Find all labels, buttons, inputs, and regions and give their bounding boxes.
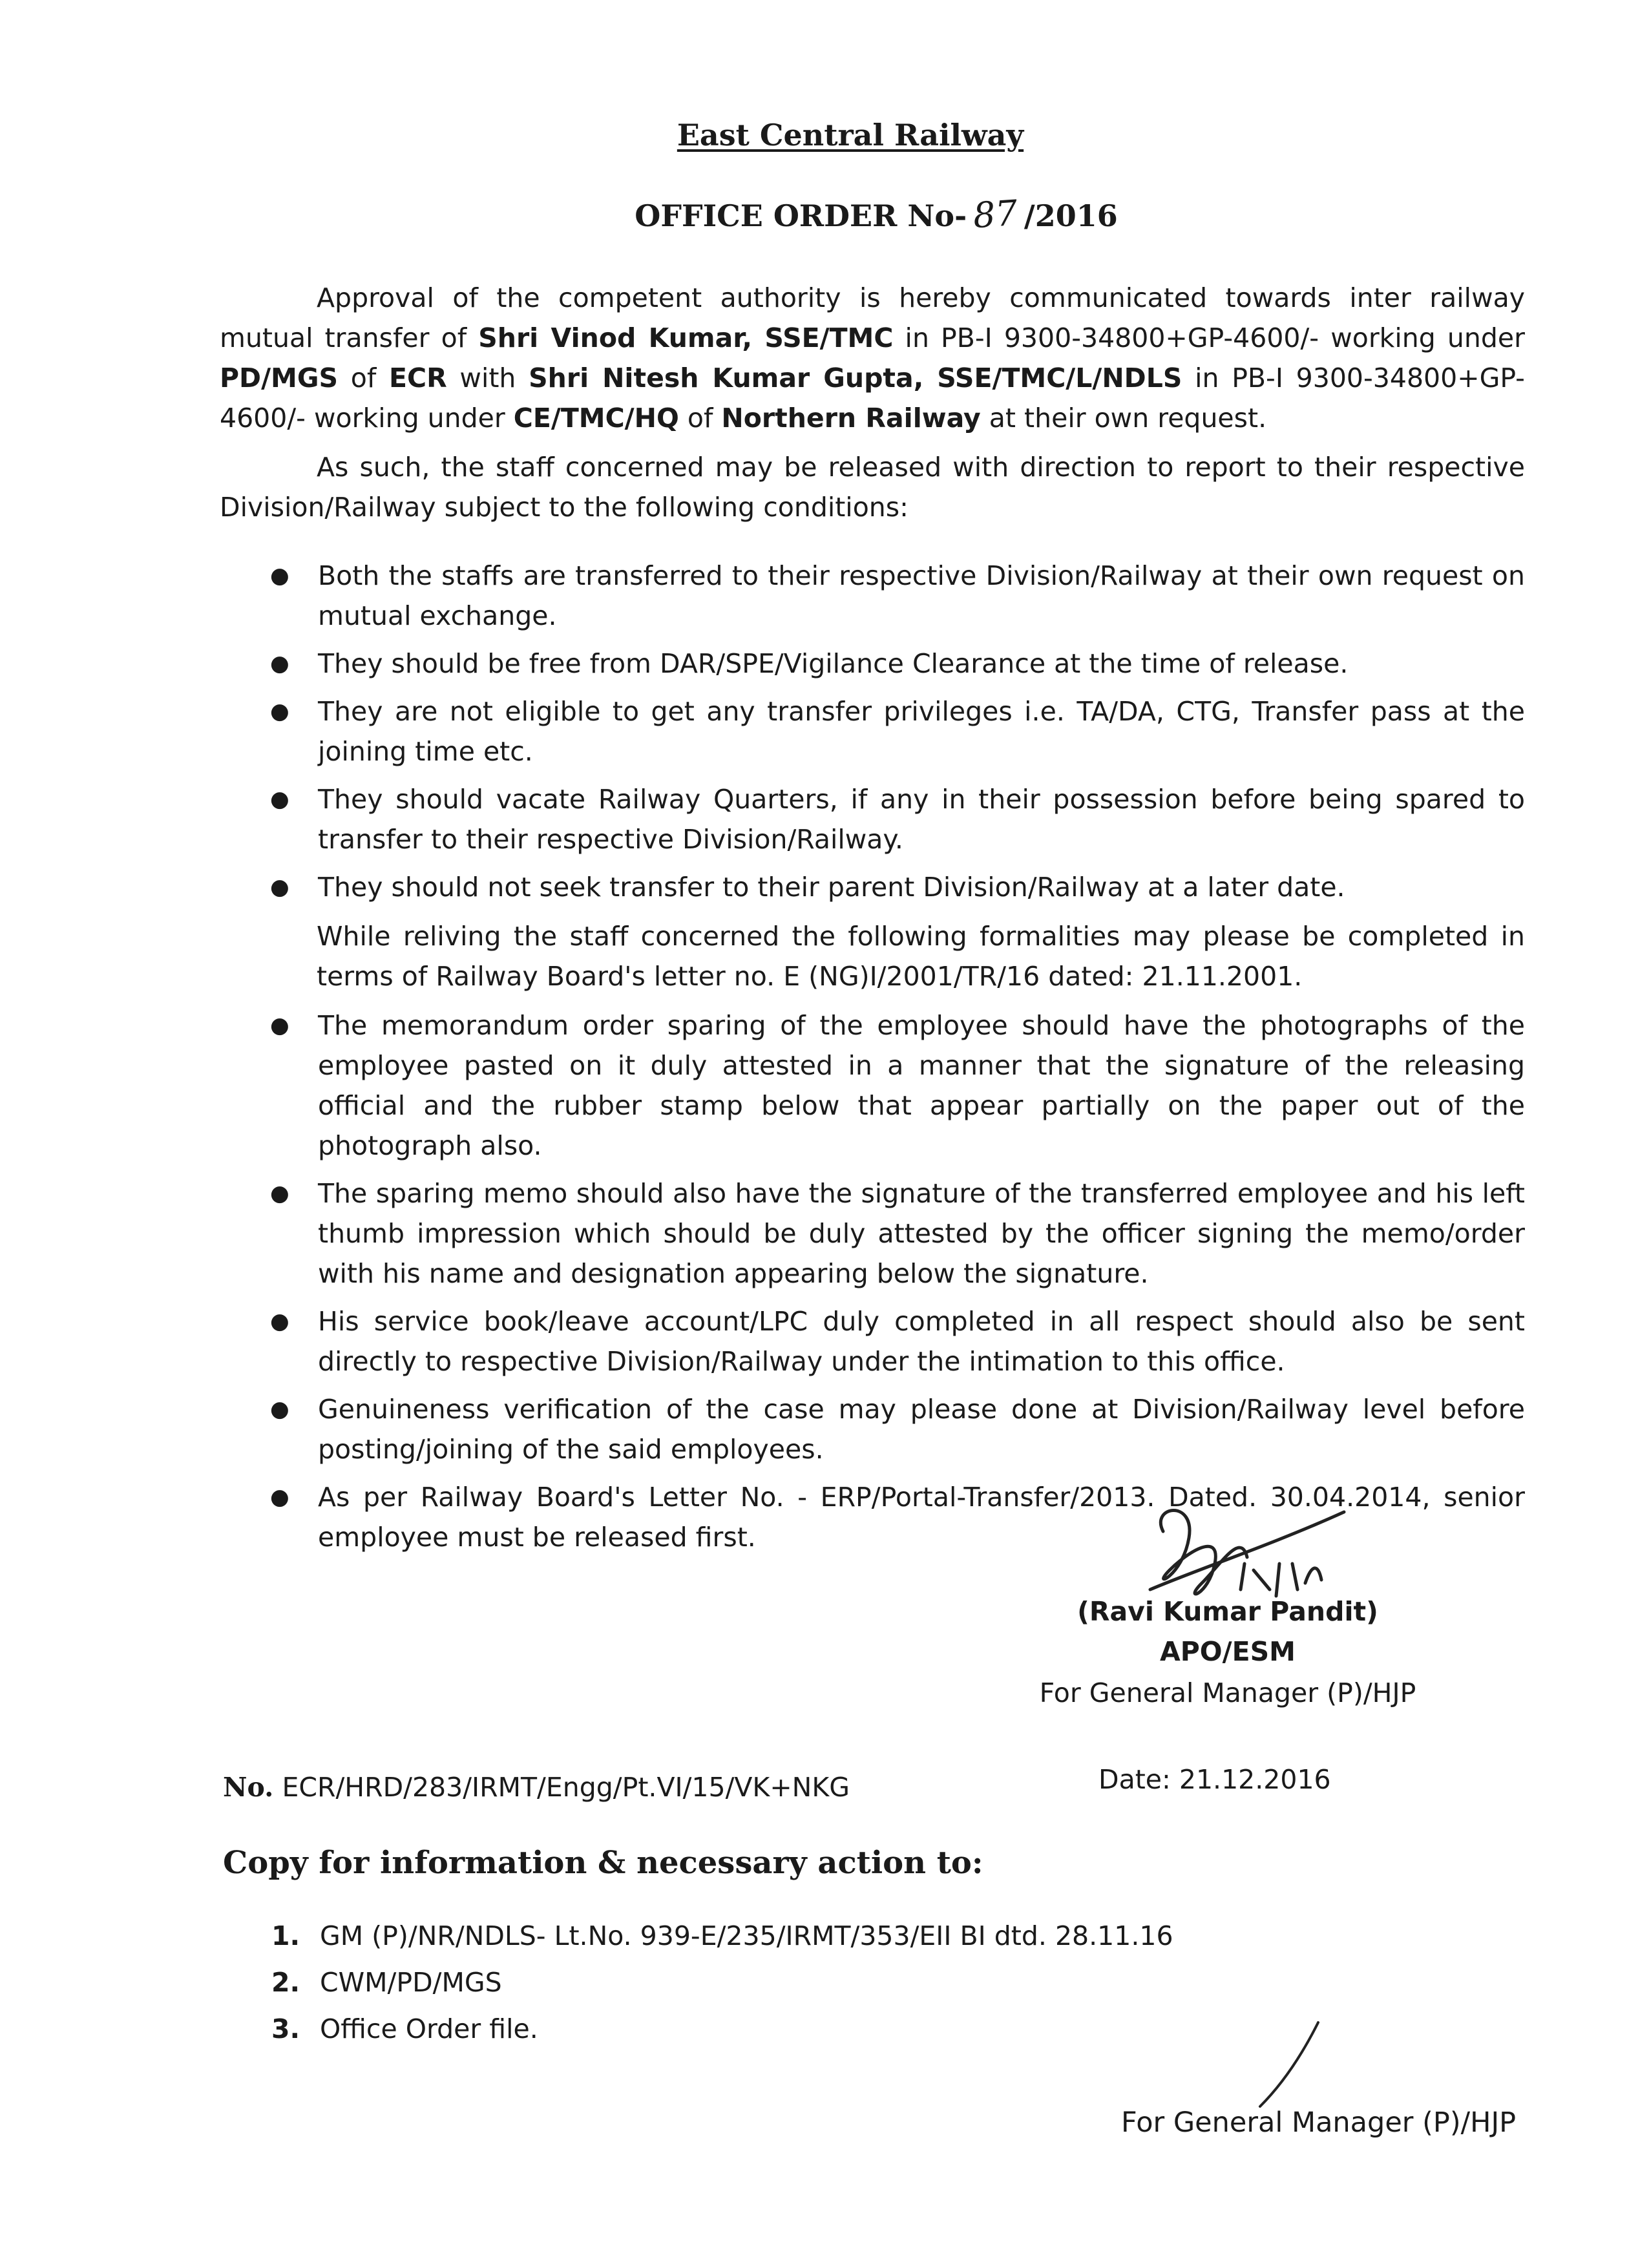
copy-heading: Copy for information & necessary action to:: [223, 1845, 983, 1881]
footer-signatory: For General Manager (P)/HJP: [1121, 2106, 1517, 2139]
initial-stroke: [1254, 2016, 1331, 2113]
order-number-handwritten: 87: [972, 192, 1020, 236]
signatory-name: (Ravi Kumar Pandit): [1077, 1596, 1378, 1627]
list-item: ● The sparing memo should also have the signature of the transferred employee and his left thumb impression which should be duly attested by the officer signing the memo/order with his name and designation appearing below the signature.: [270, 1178, 1525, 1289]
document-title: East Central Railway: [677, 118, 1024, 152]
copy-list: [271, 1913, 1173, 2052]
list-item: 2. CWM/PD/MGS: [271, 1967, 502, 1998]
list-item: ● They are not eligible to get any transfer privileges i.e. TA/DA, CTG, Transfer pass at the joining time etc.: [270, 696, 1525, 767]
list-item: ● They should vacate Railway Quarters, if any in their possession before being spared to transfer to their respective Division/Railway.: [270, 784, 1525, 855]
order-suffix: /2016: [1024, 198, 1118, 233]
formalities-list: [258, 1005, 1525, 1565]
reference-number: No. ECR/HRD/283/IRMT/Engg/Pt.VI/15/VK+NKG: [223, 1772, 850, 1803]
list-item: ● Genuineness verification of the case may please done at Division/Railway level before posting/joining of the said employees.: [270, 1394, 1525, 1465]
list-item: ● They should not seek transfer to their parent Division/Railway at a later date.: [270, 872, 1345, 903]
formalities-paragraph: While reliving the staff concerned the following formalities may please be completed in terms of Railway Board's letter no. E (NG)I/2001/TR/16 dated: 21.11.2001.: [317, 921, 1525, 992]
signatory-designation: APO/ESM: [1160, 1636, 1296, 1667]
order-prefix: OFFICE ORDER No-: [635, 198, 967, 233]
list-item: 1. GM (P)/NR/NDLS- Lt.No. 939-E/235/IRMT/353/EII BI dtd. 28.11.16: [271, 1920, 1173, 1951]
list-item: ● The memorandum order sparing of the employee should have the photographs of the employee pasted on it duly attested in a manner that the signature of the releasing official and the rubber stamp below that appear partially on the paper out of the photograph also.: [270, 1010, 1525, 1161]
signatory-for: For General Manager (P)/HJP: [1039, 1677, 1416, 1708]
unit-2: CE/TMC/HQ: [513, 403, 679, 434]
railway-2: Northern Railway: [721, 403, 981, 434]
list-item: 3. Office Order file.: [271, 2013, 538, 2044]
railway-1: ECR: [389, 362, 447, 394]
list-item: ● As per Railway Board's Letter No. - ERP/Portal-Transfer/2013. Dated. 30.04.2014, senior employee must be released first.: [270, 1482, 1525, 1553]
conditions-list: [258, 556, 1525, 915]
approval-paragraph: Approval of the competent authority is hereby communicated towards inter railway mutual transfer of Shri Vinod Kumar, SSE/TMC in PB-I 9300-34800+GP-4600/- working under PD/MGS of ECR with Shri Nitesh Kumar Gupta, SSE/TMC/L/NDLS in PB-I 9300-34800+GP-4600/- working under CE/TMC/HQ of Northern Railway at their own request.: [220, 282, 1525, 434]
employee-2: Shri Nitesh Kumar Gupta, SSE/TMC/L/NDLS: [529, 362, 1182, 394]
signatory-block: [1002, 1596, 1454, 1708]
release-paragraph: As such, the staff concerned may be released with direction to report to their respective Division/Railway subject to the following conditions:: [220, 452, 1525, 523]
employee-1: Shri Vinod Kumar, SSE/TMC: [478, 322, 894, 353]
list-item: ● Both the staffs are transferred to their respective Division/Railway at their own request on mutual exchange.: [270, 560, 1525, 631]
document-date: Date: 21.12.2016: [1098, 1764, 1331, 1795]
list-item: ● His service book/leave account/LPC duly completed in all respect should also be sent directly to respective Division/Railway under the intimation to this office.: [270, 1306, 1525, 1377]
office-order-number: [0, 194, 1649, 235]
unit-1: PD/MGS: [220, 362, 339, 394]
list-item: ● They should be free from DAR/SPE/Vigilance Clearance at the time of release.: [270, 648, 1349, 679]
